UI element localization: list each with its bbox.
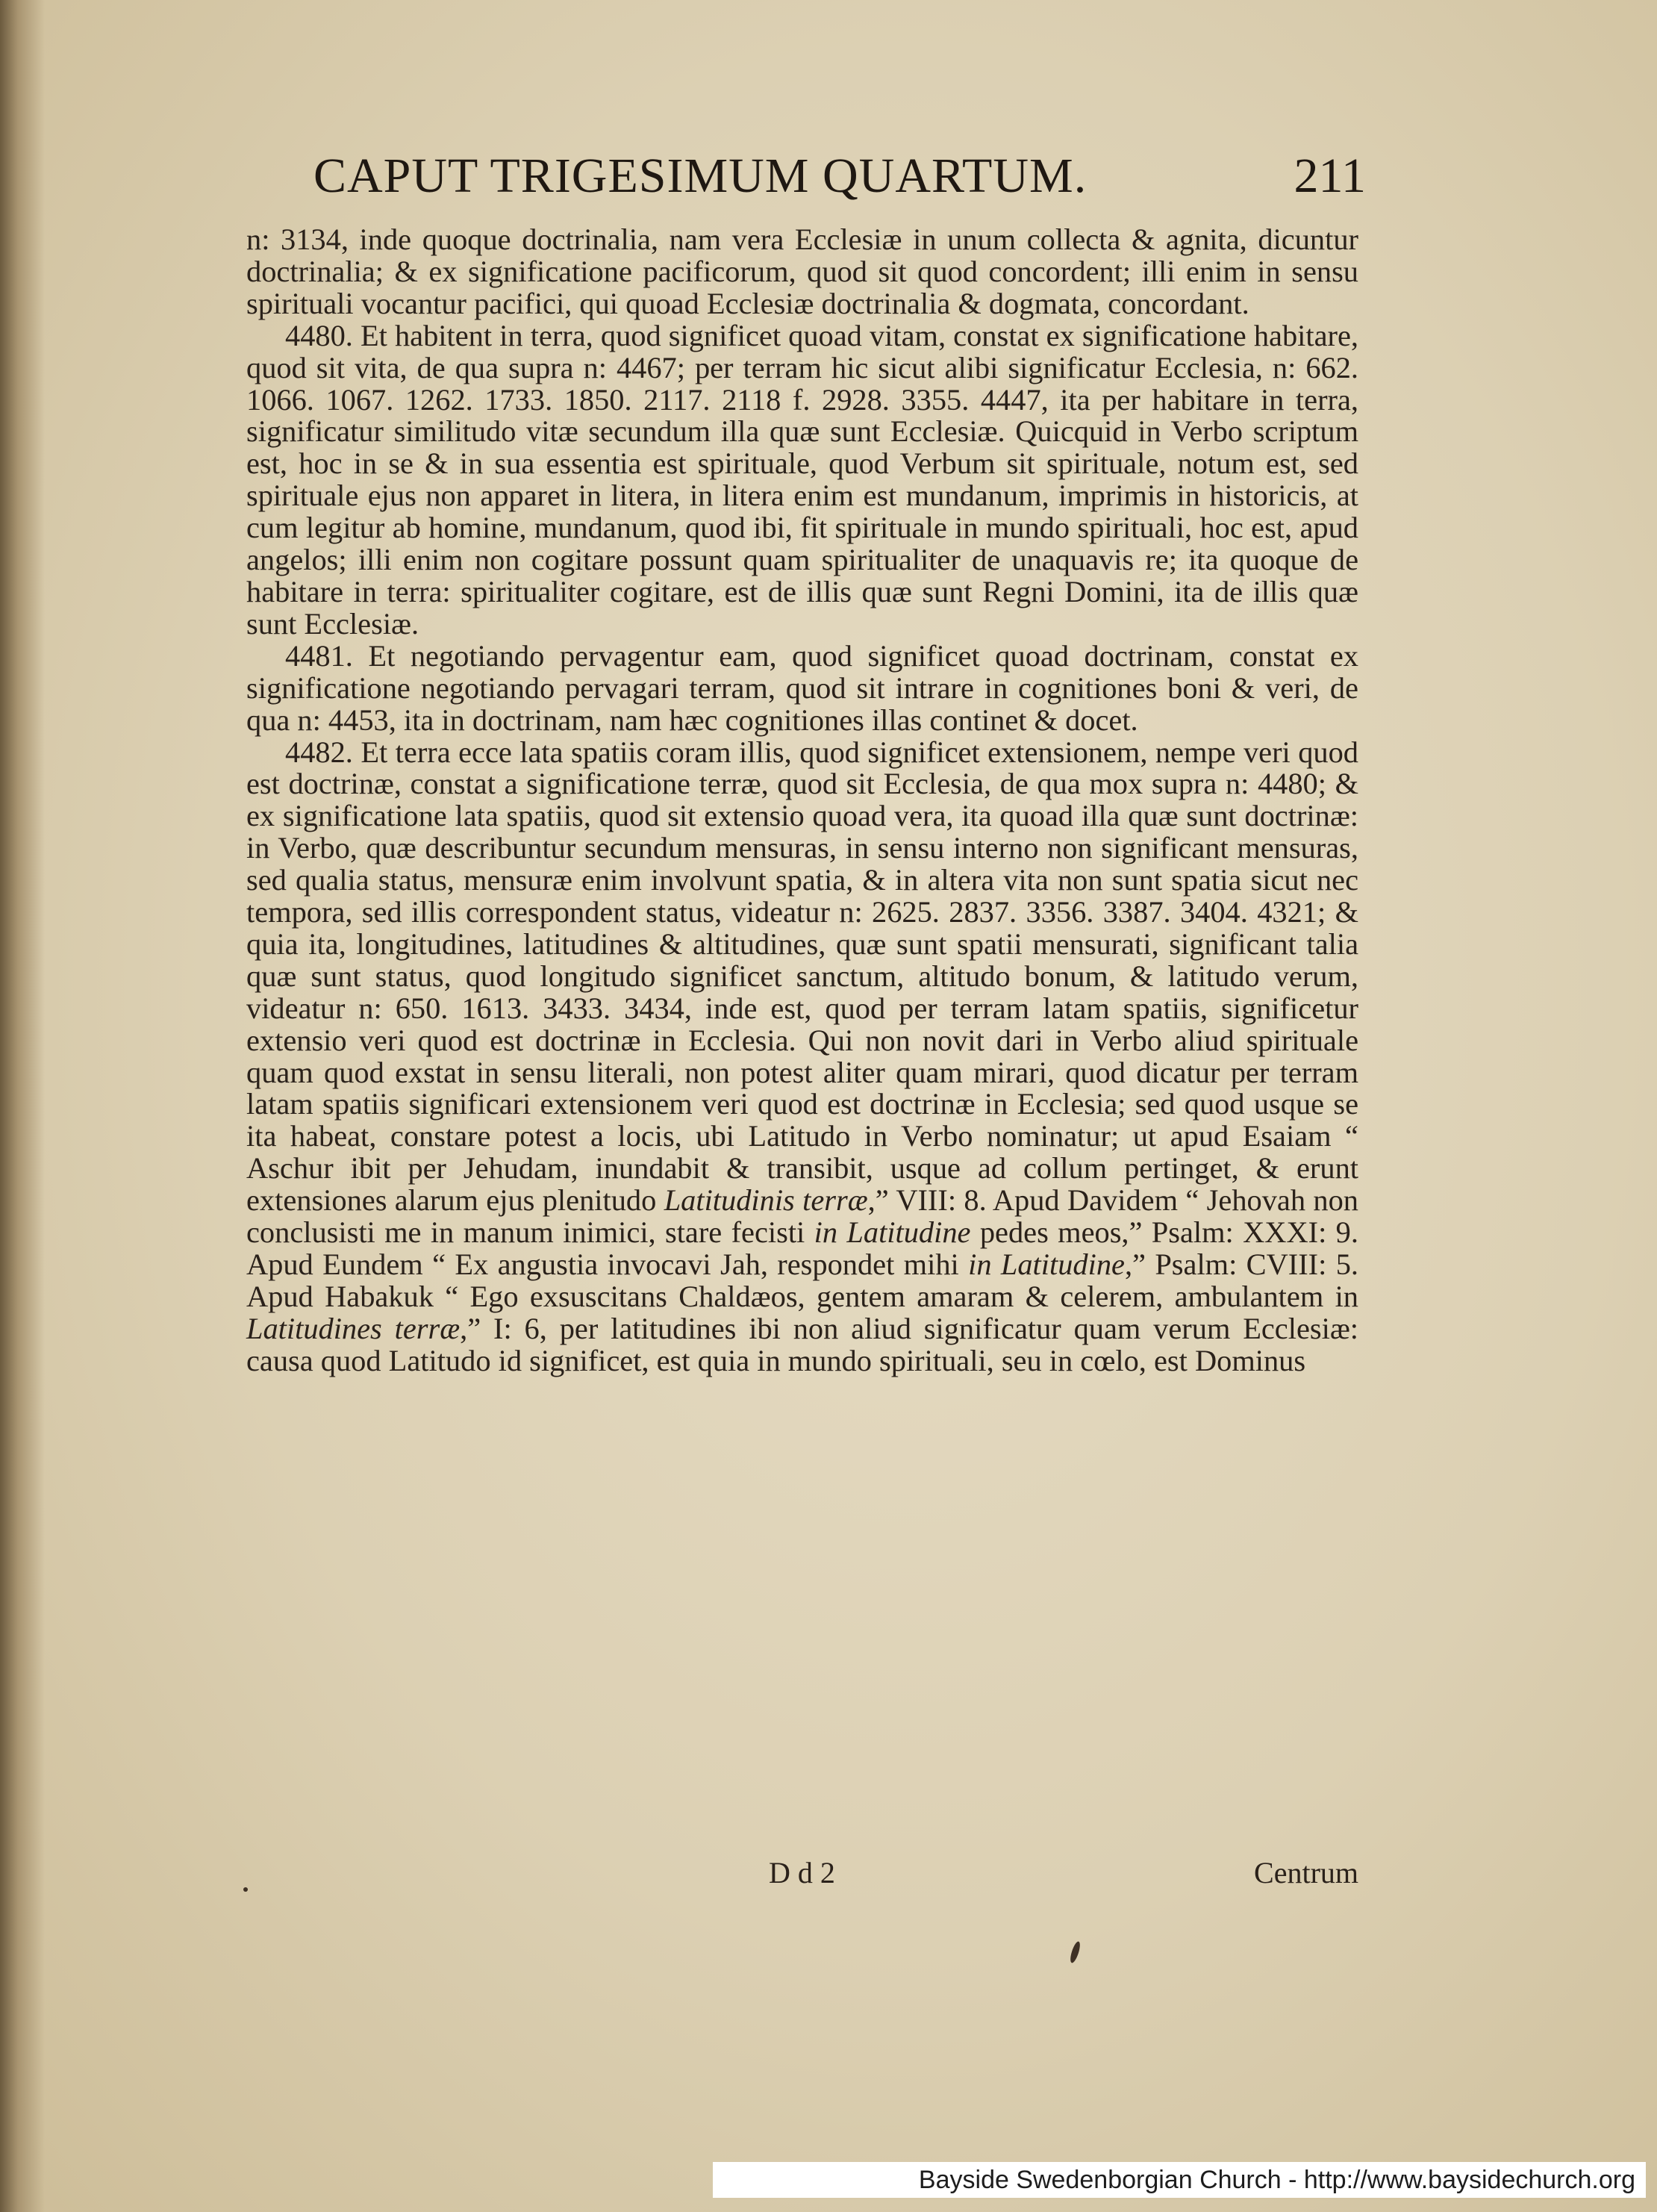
catchword: Centrum (1254, 1856, 1358, 1889)
paragraph-4482-text-1: 4482. Et terra ecce lata spatiis coram illis, quod significet extensionem, nempe veri quod est doctrinæ, constat a significatione terræ, quod sit Ecclesia, de qua mox supra n: 4480; & ex significatione lata spatiis, quod sit extensio quoad vera, ita quoad illa quæ sunt doctrinæ: in Verbo, quæ describuntur secundum mensuras, in sensu interno non significant mensuras, sed qualia status, mensuræ enim involvunt spatia, & in altera vita non sunt spatia sicut nec tempora, sed illis correspondent status, videatur n: 2625. 2837. 3356. 3387. 3404. 4321; & quia ita, longitudines, latitudines & altitudines, quæ sunt spatii mensurati, significant talia quæ sunt status, quod longitudo significet sanctum, altitudo bonum, & latitudo verum, videatur n: 650. 1613. 3433. 3434, inde est, quod per terram latam spatiis, significetur extensio veri quod est doctrinæ in Ecclesia. Qui non novit dari in Verbo aliud spirituale quam quod exstat in sensu literali, non potest aliter quam mirari, quod dicatur per terram latam spatiis significari extensionem veri quod est doctrinæ in Ecclesia; sed quod usque se ita habeat, constare potest a locis, ubi Latitudo in Verbo nominatur; ut apud Esaiam “ Aschur ibit per Jehudam, inundabit & transibit, usque ad collum pertinget, & erunt extensiones alarum ejus plenitudo (246, 735, 1358, 1218)
paragraph-4482-italic-2: in Latitudine (814, 1215, 971, 1250)
paragraph-4480: 4480. Et habitent in terra, quod significet quoad vitam, constat ex significatione habitare, quod sit vita, de qua supra n: 4467; per terram hic sicut alibi significatur Ecclesia, n: 662. 1066. 1067. 1262. 1733. 1850. 2117. 2118 f. 2928. 3355. 4447, ita per habitare in terra, significatur similitudo vitæ secundum illa quæ sunt Ecclesiæ. Quicquid in Verbo scriptum est, hoc in se & in sua essentia est spirituale, quod Verbum sit spirituale, notum est, sed spirituale ejus non apparet in litera, in litera enim est mundanum, imprimis in historicis, at cum legitur ab homine, mundanum, quod ibi, fit spirituale in mundo spirituali, hoc est, apud angelos; illi enim non cogitare possunt quam spiritualiter de unaquavis re; ita quoque de habitare in terra: spiritualiter cogitare, est de illis quæ sunt Regni Domini, ita de illis quæ sunt Ecclesiæ. (246, 318, 1358, 641)
paragraph-4481: 4481. Et negotiando pervagentur eam, quod significet quoad doctrinam, constat ex significatione negotiando pervagari terram, quod sit intrare in cognitiones boni & veri, de qua n: 4453, ita in doctrinam, nam hæc cognitiones illas continet & docet. (246, 638, 1358, 737)
body-text (246, 224, 1358, 1377)
signature-mark: D d 2 (769, 1856, 835, 1889)
paragraph-continuation: n: 3134, inde quoque doctrinalia, nam vera Ecclesiæ in unum collecta & agnita, dicuntur doctrinalia; & ex significatione pacificorum, quod sit quod concordent; illi enim in sensu spirituali vocantur pacifici, qui quoad Ecclesiæ doctrinalia & dogmata, concordant. (246, 222, 1358, 320)
paragraph-4482-italic-4: Latitudines terræ (246, 1311, 461, 1345)
ink-speck (1069, 1940, 1082, 1963)
paragraph-4482-italic-3: in Latitudine (968, 1247, 1125, 1281)
paragraph-4482-text-4: ,” Psalm: CVIII: 5. Apud Habakuk “ Ego exsuscitans Chaldæos, gentem amaram & celerem, ambulantem in (246, 1247, 1359, 1313)
running-head: CAPUT TRIGESIMUM QUARTUM. (313, 149, 1087, 203)
paragraph-4482-text-2: ,” VIII: 8. Apud Davidem “ Jehovah non conclusisti me in manum inimici, stare fecisti (246, 1183, 1358, 1250)
paragraph-4482-italic-1: Latitudinis terræ (664, 1183, 868, 1218)
paragraph-4482 (246, 737, 1358, 1377)
ink-speck-small (243, 1887, 248, 1892)
paragraph-4482-text-3: pedes meos,” Psalm: XXXI: 9. Apud Eundem “ Ex angustia invocavi Jah, respondet mihi (246, 1215, 1358, 1281)
page-number: 211 (1294, 149, 1366, 203)
page-footer (0, 1855, 1657, 1892)
watermark-credit: Bayside Swedenborgian Church - http://www.baysidechurch.org (713, 2162, 1646, 2198)
paragraph-4482-text-5: ,” I: 6, per latitudines ibi non aliud significatur quam verum Ecclesiæ: causa quod Latitudo id significet, est quia in mundo spirituali, seu in cœlo, est Dominus (246, 1311, 1358, 1377)
